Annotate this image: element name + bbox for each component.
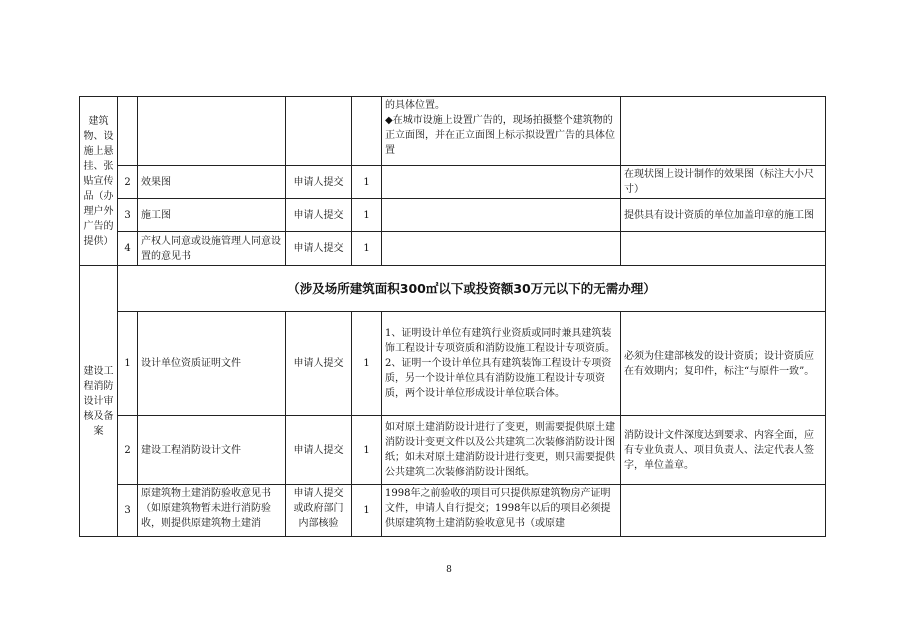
source-cell: 申请人提交	[286, 166, 352, 199]
table-row	[80, 199, 826, 232]
material-cell: 设计单位资质证明文件	[138, 312, 286, 416]
count-cell: 1	[352, 166, 382, 199]
material-cell	[138, 97, 286, 166]
table-row	[80, 485, 826, 537]
source-cell: 申请人提交	[286, 416, 352, 485]
note-cell: 在现状图上设计制作的效果图（标注大小尺寸）	[621, 166, 826, 199]
table-row	[80, 416, 826, 485]
note-cell	[621, 232, 826, 266]
requirement-line: 的具体位置。	[385, 100, 445, 111]
requirement-line: ◆在城市设施上设置广告的，现场拍摄整个建筑物的正立面图，并在正立面图上标示拟设置广告的具体位置	[385, 115, 615, 156]
source-cell: 申请人提交或政府部门内部核验	[286, 485, 352, 537]
count-cell: 1	[352, 416, 382, 485]
number-cell: 1	[118, 312, 138, 416]
material-cell: 效果图	[138, 166, 286, 199]
table-row	[80, 266, 826, 312]
count-cell: 1	[352, 232, 382, 266]
source-cell: 申请人提交	[286, 199, 352, 232]
table-row	[80, 312, 826, 416]
table-row	[80, 232, 826, 266]
requirement-cell	[382, 485, 621, 537]
requirement-cell	[382, 166, 621, 199]
material-cell: 产权人同意或设施管理人同意设置的意见书	[138, 232, 286, 266]
count-cell: 1	[352, 485, 382, 537]
source-cell: 申请人提交	[286, 232, 352, 266]
note-cell: 消防设计文件深度达到要求、内容全面，应有专业负责人、项目负责人、法定代表人签字，单位盖章。	[621, 416, 826, 485]
requirement-cell	[382, 312, 621, 416]
count-cell: 1	[352, 312, 382, 416]
section-heading: （涉及场所建筑面积300㎡以下或投资额30万元以下的无需办理）	[118, 266, 826, 312]
requirement-line: 2、证明一个设计单位具有建筑装饰工程设计专项资质，另一个设计单位具有消防设施工程设计专项资质，两个设计单位形成设计单位联合体。	[385, 358, 612, 399]
number-cell: 4	[118, 232, 138, 266]
material-cell: 施工图	[138, 199, 286, 232]
number-cell: 2	[118, 166, 138, 199]
requirement-cell	[382, 232, 621, 266]
category-cell-fire-design: 建设工程消防设计审核及备案	[80, 266, 118, 537]
requirements-table	[79, 96, 826, 537]
table-row	[80, 97, 826, 166]
requirement-line: 如对原土建消防设计进行了变更，则需要提供原土建消防设计变更文件以及公共建筑二次装修消防设计图纸；如未对原土建消防设计进行变更，则只需要提供公共建筑二次装修消防设计图纸。	[385, 422, 615, 478]
material-cell: 建设工程消防设计文件	[138, 416, 286, 485]
note-cell	[621, 485, 826, 537]
note-cell: 必须为住建部核发的设计资质；设计资质应在有效期内；复印件，标注“与原件一致”。	[621, 312, 826, 416]
source-cell: 申请人提交	[286, 312, 352, 416]
number-cell	[118, 97, 138, 166]
requirement-line: 1、证明设计单位有建筑行业资质或同时兼具建筑装饰工程设计专项资质和消防设施工程设计专项资质。	[385, 328, 615, 354]
table-row	[80, 166, 826, 199]
number-cell: 2	[118, 416, 138, 485]
count-cell: 1	[352, 199, 382, 232]
page-number: 8	[446, 565, 452, 575]
source-cell	[286, 97, 352, 166]
number-cell: 3	[118, 199, 138, 232]
count-cell	[352, 97, 382, 166]
requirement-line: 1998年之前验收的项目可只提供原建筑物房产证明文件，申请人自行提交；1998年以后的项目必须提供原建筑物土建消防验收意见书（或原建	[385, 488, 611, 529]
note-cell: 提供具有设计资质的单位加盖印章的施工图	[621, 199, 826, 232]
requirement-cell	[382, 199, 621, 232]
requirement-cell	[382, 97, 621, 166]
note-cell	[621, 97, 826, 166]
number-cell: 3	[118, 485, 138, 537]
requirement-cell	[382, 416, 621, 485]
category-cell-outdoor-ads: 建筑物、设施上悬挂、张贴宣传品（办理户外广告的提供）	[80, 97, 118, 266]
material-cell: 原建筑物土建消防验收意见书（如原建筑物暂未进行消防验收，则提供原建筑物土建消	[138, 485, 286, 537]
